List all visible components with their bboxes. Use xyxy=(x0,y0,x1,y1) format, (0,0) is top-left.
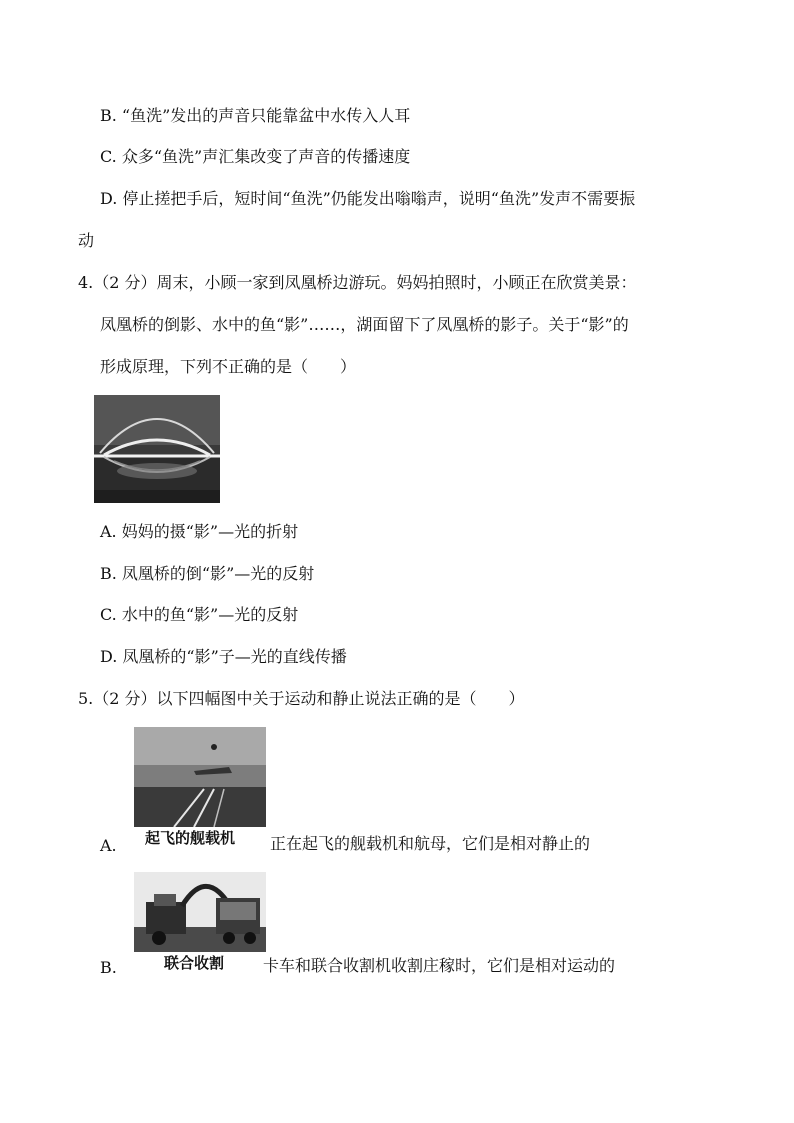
q5-option-b-text: 卡车和联合收割机收割庄稼时，它们是相对运动的 xyxy=(263,956,616,975)
q3-option-c: C. 众多“鱼洗”声汇集改变了声音的传播速度 xyxy=(100,147,411,166)
q5-stem: 5.（2 分）以下四幅图中关于运动和静止说法正确的是（ ） xyxy=(78,689,525,708)
q4-option-c: C. 水中的鱼“影”—光的反射 xyxy=(100,605,299,624)
carrier-jet-photo xyxy=(134,727,266,827)
q4-stem-line1: 4.（2 分）周末，小顾一家到凤凰桥边游玩。妈妈拍照时，小顾正在欣赏美景： xyxy=(78,273,637,292)
q5-option-a-text: 正在起飞的舰载机和航母，它们是相对静止的 xyxy=(270,834,591,853)
q3-option-d-line2: 动 xyxy=(78,231,95,250)
q4-option-a: A. 妈妈的摄“影”—光的折射 xyxy=(100,522,299,541)
bridge-photo xyxy=(94,395,220,503)
carrier-jet-caption: 起飞的舰载机 xyxy=(145,829,236,847)
harvester-caption: 联合收割 xyxy=(164,954,225,972)
q5-option-b-label: B. xyxy=(100,958,117,977)
q4-stem-line2: 凤凰桥的倒影、水中的鱼“影”……，湖面留下了凤凰桥的影子。关于“影”的 xyxy=(100,315,629,334)
q3-option-b: B. “鱼洗”发出的声音只能靠盆中水传入人耳 xyxy=(100,106,411,125)
q4-option-d: D. 凤凰桥的“影”子—光的直线传播 xyxy=(100,647,347,666)
q4-option-b: B. 凤凰桥的倒“影”—光的反射 xyxy=(100,564,315,583)
q5-option-a-label: A. xyxy=(100,836,117,855)
q4-stem-line3: 形成原理，下列不正确的是（ ） xyxy=(100,357,357,376)
q3-option-d-line1: D. 停止搓把手后，短时间“鱼洗”仍能发出嗡嗡声，说明“鱼洗”发声不需要振 xyxy=(100,189,636,208)
harvester-photo xyxy=(134,872,266,952)
